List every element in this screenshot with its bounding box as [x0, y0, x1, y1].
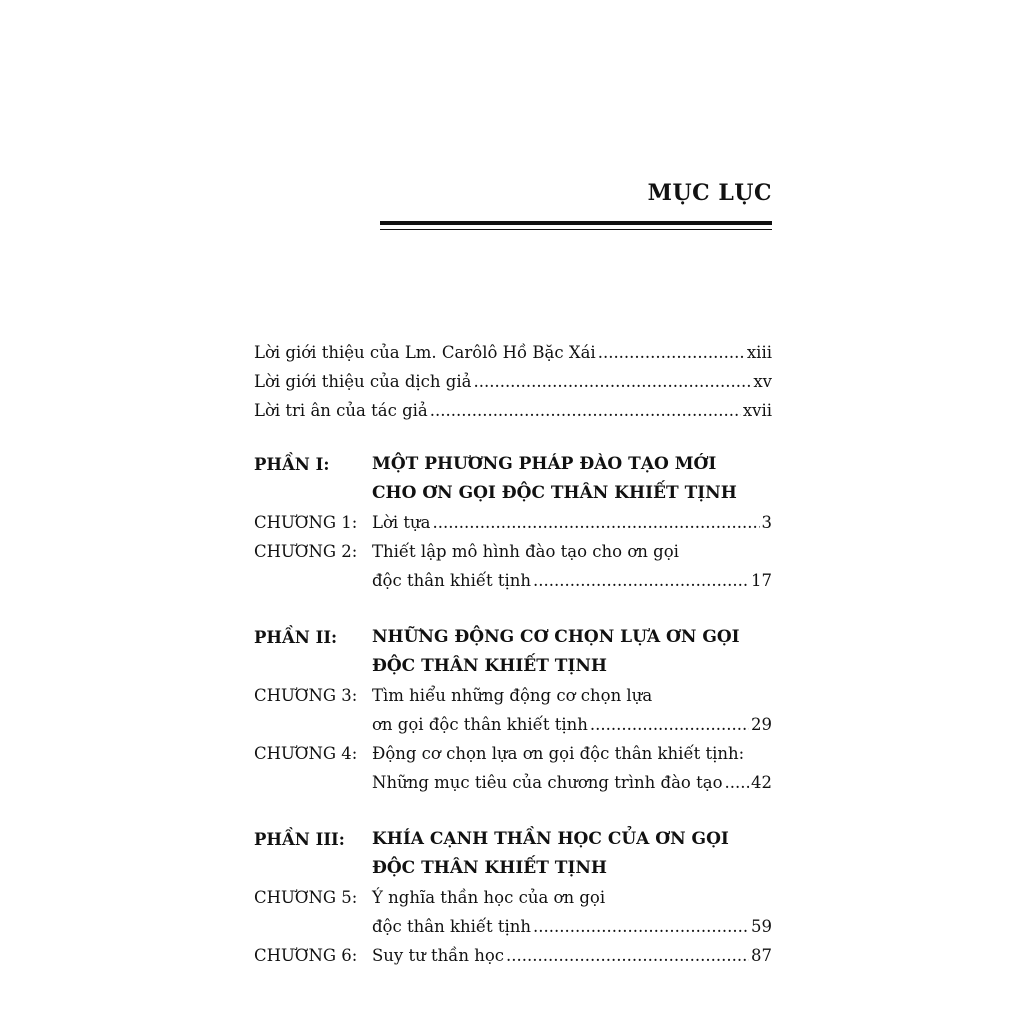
chapter-body [372, 508, 772, 537]
leader-dots [725, 768, 749, 797]
page-title: MỤC LỤC [647, 180, 772, 206]
part-title [372, 450, 772, 508]
leader-dots [598, 338, 745, 367]
page-number: 59 [751, 917, 772, 936]
page-number: 29 [751, 715, 772, 734]
front-matter-list [254, 338, 772, 425]
part-heading[interactable] [254, 825, 772, 883]
chapter-label: CHƯƠNG 6: [254, 946, 358, 965]
leader-dots [533, 912, 749, 941]
chapter-label: CHƯƠNG 1: [254, 513, 358, 532]
chapter-label: CHƯƠNG 4: [254, 744, 358, 763]
chapter-label: CHƯƠNG 3: [254, 686, 358, 705]
entry-title: Lời tri ân của tác giả [254, 401, 428, 420]
chapter-last-line [372, 508, 772, 537]
chapter-last-line [372, 710, 772, 739]
part-title-line: ĐỘC THÂN KHIẾT TỊNH [372, 858, 607, 878]
chapter-last-line [372, 912, 772, 941]
page-number: xiii [746, 343, 772, 362]
chapter-last-line [372, 566, 772, 595]
chapter-title: Lời tựa [372, 513, 431, 532]
page-number: 87 [751, 946, 772, 965]
part-title-line: KHÍA CẠNH THẦN HỌC CỦA ƠN GỌI [372, 829, 729, 849]
chapter-last-line [372, 941, 772, 970]
chapter-body [372, 537, 772, 595]
chapter-body [372, 941, 772, 970]
chapter-title: Những mục tiêu của chương trình đào tạo [372, 773, 723, 792]
chapter-entry[interactable] [254, 883, 772, 941]
chapter-title-line: Tìm hiểu những động cơ chọn lựa [372, 686, 653, 705]
chapter-body [372, 681, 772, 739]
chapter-entry[interactable] [254, 941, 772, 970]
chapter-title: độc thân khiết tịnh [372, 571, 532, 590]
chapter-entry[interactable] [254, 537, 772, 595]
chapter-title: Suy tư thần học [372, 946, 505, 965]
chapter-label: CHƯƠNG 5: [254, 888, 358, 907]
chapter-last-line [372, 768, 772, 797]
leader-dots [506, 941, 749, 970]
chapter-entry[interactable] [254, 681, 772, 739]
chapter-label: CHƯƠNG 2: [254, 542, 358, 561]
part-label: PHẦN II: [254, 628, 338, 647]
page-number: 42 [751, 773, 772, 792]
entry-title: Lời giới thiệu của dịch giả [254, 372, 472, 391]
leader-dots [433, 508, 760, 537]
part-title-line: CHO ƠN GỌI ĐỘC THÂN KHIẾT TỊNH [372, 483, 737, 503]
part-title-line: MỘT PHƯƠNG PHÁP ĐÀO TẠO MỚI [372, 454, 717, 474]
page-number: 17 [751, 571, 772, 590]
part-section [254, 623, 772, 797]
chapter-title: ơn gọi độc thân khiết tịnh [372, 715, 588, 734]
chapter-entry[interactable] [254, 739, 772, 797]
part-title-line: ĐỘC THÂN KHIẾT TỊNH [372, 656, 607, 676]
part-title [372, 623, 772, 681]
chapter-title-line: Thiết lập mô hình đào tạo cho ơn gọi [372, 542, 679, 561]
part-heading[interactable] [254, 450, 772, 508]
title-rule-thin [380, 229, 772, 230]
part-section [254, 450, 772, 595]
title-rule-thick [380, 221, 772, 225]
toc-entry[interactable] [254, 396, 772, 425]
leader-dots [430, 396, 741, 425]
toc-entry[interactable] [254, 338, 772, 367]
entry-title: Lời giới thiệu của Lm. Carôlô Hồ Bặc Xái [254, 343, 596, 362]
leader-dots [590, 710, 749, 739]
leader-dots [473, 367, 751, 396]
chapter-title: độc thân khiết tịnh [372, 917, 532, 936]
part-section [254, 825, 772, 970]
chapter-title-line: Ý nghĩa thần học của ơn gọi [372, 888, 606, 907]
part-heading[interactable] [254, 623, 772, 681]
part-label: PHẦN III: [254, 830, 345, 849]
chapter-body [372, 883, 772, 941]
page-number: 3 [761, 513, 772, 532]
part-title [372, 825, 772, 883]
chapter-body [372, 739, 772, 797]
chapter-title-line: Động cơ chọn lựa ơn gọi độc thân khiết tịnh: [372, 744, 745, 763]
leader-dots [533, 566, 749, 595]
part-label: PHẦN I: [254, 455, 330, 474]
part-title-line: NHỮNG ĐỘNG CƠ CHỌN LỰA ƠN GỌI [372, 627, 740, 647]
toc-entry[interactable] [254, 367, 772, 396]
page-number: xv [753, 372, 772, 391]
page-number: xvii [742, 401, 772, 420]
chapter-entry[interactable] [254, 508, 772, 537]
